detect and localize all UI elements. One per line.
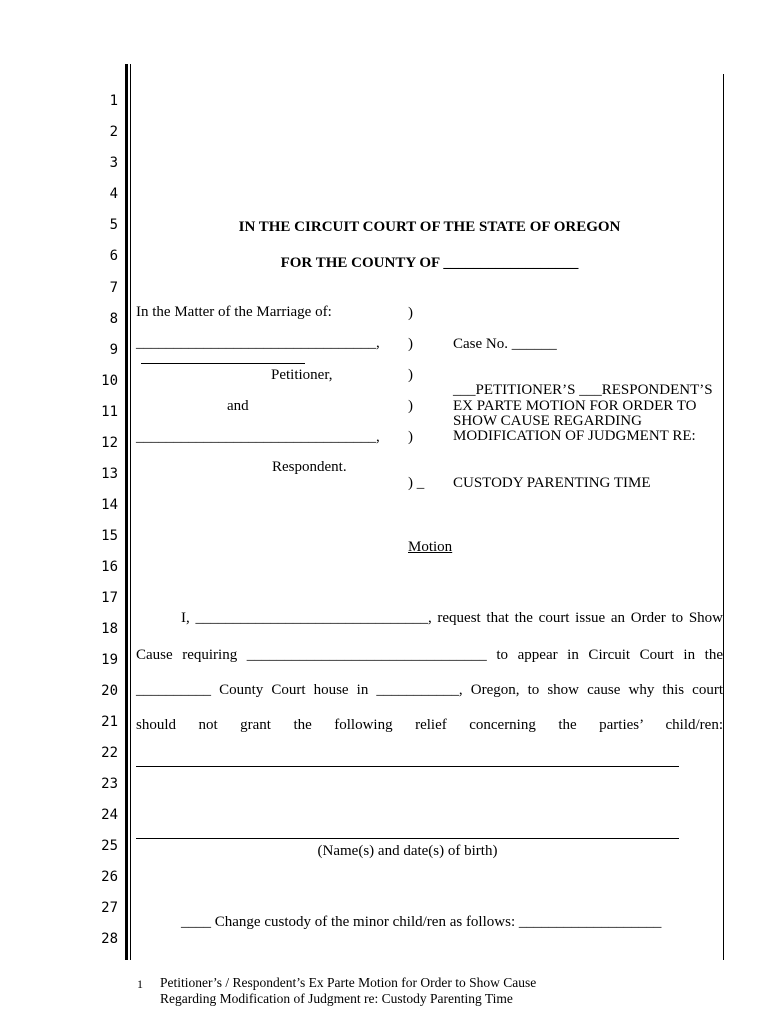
line-number: 16 bbox=[101, 559, 118, 575]
document-title-line: ___PETITIONER’S ___RESPONDENT’S bbox=[453, 382, 713, 398]
line-number: 10 bbox=[101, 373, 118, 389]
line-number: 12 bbox=[101, 435, 118, 451]
line-number: 8 bbox=[109, 311, 118, 327]
document-title-line: MODIFICATION OF JUDGMENT RE: bbox=[453, 428, 696, 444]
line-number: 6 bbox=[109, 248, 118, 264]
document-title-line: CUSTODY PARENTING TIME bbox=[453, 475, 651, 491]
line-number: 17 bbox=[101, 590, 118, 606]
line-number: 28 bbox=[101, 931, 118, 947]
left-margin-rule-thick bbox=[125, 64, 128, 960]
child-names-line bbox=[136, 766, 679, 767]
line-number: 22 bbox=[101, 745, 118, 761]
court-heading: IN THE CIRCUIT COURT OF THE STATE OF OREGON bbox=[238, 219, 621, 235]
line-number: 24 bbox=[101, 807, 118, 823]
change-custody-option: ____ Change custody of the minor child/ren as follows: ___________________ bbox=[181, 914, 662, 930]
motion-line-4: should not grant the following relief concerning the parties’ child/ren: bbox=[136, 717, 723, 733]
line-number: 4 bbox=[109, 186, 118, 202]
respondent-name-blank: ________________________________, bbox=[136, 429, 380, 445]
and-label: and bbox=[227, 398, 249, 414]
line-number: 21 bbox=[101, 714, 118, 730]
footer-line-1: Petitioner’s / Respondent’s Ex Parte Motion for Order to Show Cause bbox=[160, 975, 537, 990]
line-number: 3 bbox=[109, 155, 118, 171]
petitioner-underline bbox=[141, 363, 305, 364]
motion-line-2: Cause requiring ________________________________ to appear in Circuit Court in the bbox=[136, 647, 723, 663]
left-margin-rule-thin bbox=[130, 64, 131, 960]
caption-paren: ) bbox=[408, 429, 413, 445]
line-number: 11 bbox=[101, 404, 118, 420]
county-heading: FOR THE COUNTY OF __________________ bbox=[280, 255, 579, 271]
line-number: 9 bbox=[109, 342, 118, 358]
line-number: 13 bbox=[101, 466, 118, 482]
line-number: 23 bbox=[101, 776, 118, 792]
line-number: 20 bbox=[101, 683, 118, 699]
caption-paren: ) bbox=[408, 305, 413, 321]
caption-paren: ) bbox=[408, 398, 413, 414]
names-caption: (Name(s) and date(s) of birth) bbox=[317, 843, 498, 859]
motion-line-3: __________ County Court house in ___________, Oregon, to show cause why this court bbox=[136, 682, 723, 698]
petitioner-name-blank: ________________________________, bbox=[136, 335, 380, 351]
line-number: 5 bbox=[109, 217, 118, 233]
line-number: 25 bbox=[101, 838, 118, 854]
footer-line-2: Regarding Modification of Judgment re: Custody Parenting Time bbox=[160, 991, 513, 1006]
line-number: 15 bbox=[101, 528, 118, 544]
caption-paren: ) bbox=[408, 336, 413, 352]
line-number: 2 bbox=[109, 124, 118, 140]
line-number: 19 bbox=[101, 652, 118, 668]
caption-paren: ) _ bbox=[408, 475, 425, 491]
page-number: 1 bbox=[137, 977, 143, 991]
document-title-line: SHOW CAUSE REGARDING bbox=[453, 413, 642, 429]
line-number: 7 bbox=[109, 280, 118, 296]
line-number: 18 bbox=[101, 621, 118, 637]
motion-line-1: I, _______________________________, request that the court issue an Order to Show bbox=[181, 610, 723, 626]
line-number: 1 bbox=[109, 93, 118, 109]
line-number: 27 bbox=[101, 900, 118, 916]
line-number: 26 bbox=[101, 869, 118, 885]
line-number: 14 bbox=[101, 497, 118, 513]
case-number: Case No. ______ bbox=[453, 336, 557, 352]
respondent-label: Respondent. bbox=[272, 459, 347, 475]
child-names-line bbox=[136, 838, 679, 839]
right-margin-rule bbox=[723, 74, 724, 960]
motion-heading: Motion bbox=[408, 539, 453, 555]
document-title-line: EX PARTE MOTION FOR ORDER TO bbox=[453, 398, 697, 414]
caption-paren: ) bbox=[408, 367, 413, 383]
petitioner-label: Petitioner, bbox=[271, 367, 333, 383]
matter-label: In the Matter of the Marriage of: bbox=[136, 304, 332, 320]
